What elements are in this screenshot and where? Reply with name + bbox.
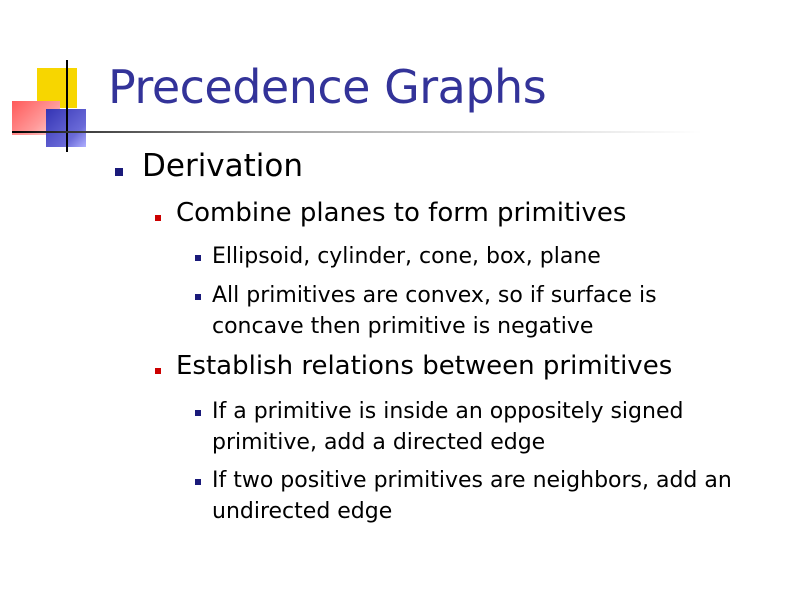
bullet-text: Ellipsoid, cylinder, cone, box, plane — [212, 244, 601, 269]
square-bullet-icon — [155, 368, 161, 374]
square-bullet-icon — [115, 168, 123, 176]
square-bullet-icon — [195, 294, 201, 300]
bullet-text: If a primitive is inside an oppositely signed primitive, add a directed edge — [212, 399, 684, 455]
bullet-text: Derivation — [142, 148, 304, 184]
title-underline — [12, 131, 702, 133]
slide-title: Precedence Graphs — [108, 60, 547, 114]
square-bullet-icon — [155, 215, 161, 221]
bullet-text: If two positive primitives are neighbors, add an undirected edge — [212, 468, 732, 524]
square-bullet-icon — [195, 479, 201, 485]
decorative-vertical-line — [66, 60, 68, 152]
bullet-text: Combine planes to form primitives — [176, 198, 627, 228]
bullet-text: All primitives are convex, so if surface is concave then primitive is negative — [212, 283, 657, 339]
square-bullet-icon — [195, 255, 201, 261]
square-bullet-icon — [195, 410, 201, 416]
bullet-text: Establish relations between primitives — [176, 351, 673, 381]
